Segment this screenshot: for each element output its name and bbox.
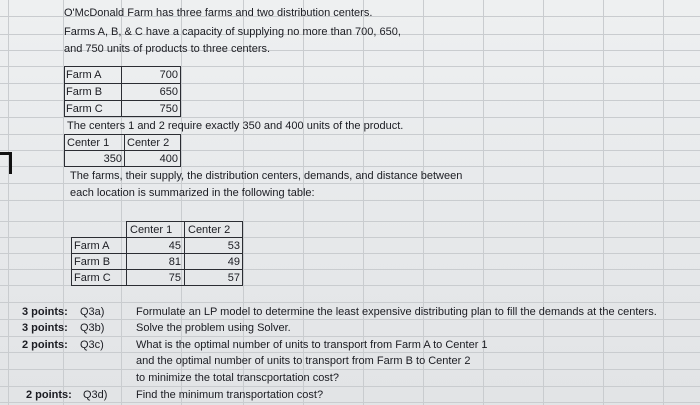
distance-value: 53 bbox=[227, 240, 240, 252]
distance-value: 75 bbox=[168, 272, 181, 284]
capacity-label: Farm B bbox=[66, 86, 103, 98]
row-gridline bbox=[0, 369, 700, 370]
capacity-value: 650 bbox=[159, 86, 178, 98]
question-points: 2 points: bbox=[26, 389, 72, 401]
distance-row-label: Farm C bbox=[74, 272, 111, 284]
question-text: to minimize the total transcportation cost? bbox=[136, 372, 339, 384]
capacity-label: Farm C bbox=[66, 103, 103, 115]
capacity-label: Farm A bbox=[66, 69, 102, 81]
column-gridline bbox=[543, 0, 544, 405]
distance-row-label: Farm A bbox=[74, 240, 110, 252]
capacity-value: 750 bbox=[159, 103, 178, 115]
intro-line-2: Farms A, B, & C have a capacity of supplying no more than 700, 650, bbox=[64, 26, 401, 38]
question-id: Q3b) bbox=[80, 322, 105, 334]
column-gridline bbox=[603, 0, 604, 405]
question-text: Formulate an LP model to determine the least expensive distributing plan to fill the demands at the centers. bbox=[136, 306, 657, 318]
question-text: and the optimal number of units to transport from Farm B to Center 2 bbox=[136, 355, 471, 367]
center-2-header: Center 2 bbox=[127, 137, 170, 149]
distance-value: 81 bbox=[168, 256, 181, 268]
center-1-header: Center 1 bbox=[67, 137, 110, 149]
column-gridline bbox=[663, 0, 664, 405]
column-gridline bbox=[121, 0, 122, 405]
capacity-value: 700 bbox=[159, 69, 178, 81]
distance-value: 45 bbox=[168, 240, 181, 252]
distance-intro-line-2: each location is summarized in the following table: bbox=[70, 187, 315, 199]
question-points: 3 points: bbox=[22, 306, 68, 318]
question-points: 2 points: bbox=[22, 339, 68, 351]
question-text: What is the optimal number of units to transport from Farm A to Center 1 bbox=[136, 339, 488, 351]
distance-header-center-2: Center 2 bbox=[188, 224, 231, 236]
center-1-demand: 350 bbox=[103, 153, 122, 165]
question-points: 3 points: bbox=[22, 322, 68, 334]
question-text: Find the minimum transportation cost? bbox=[136, 389, 324, 401]
row-marker bbox=[9, 152, 12, 174]
distance-intro-line-1: The farms, their supply, the distribution centers, demands, and distance between bbox=[70, 170, 463, 182]
column-gridline bbox=[8, 0, 9, 405]
question-id: Q3a) bbox=[80, 306, 105, 318]
intro-line-1: O'McDonald Farm has three farms and two distribution centers. bbox=[64, 7, 373, 19]
question-id: Q3c) bbox=[80, 339, 104, 351]
distance-value: 49 bbox=[227, 256, 240, 268]
question-text: Solve the problem using Solver. bbox=[136, 322, 291, 334]
question-id: Q3d) bbox=[83, 389, 108, 401]
row-gridline bbox=[0, 221, 700, 222]
distance-value: 57 bbox=[227, 272, 240, 284]
row-gridline bbox=[0, 302, 700, 303]
center-2-demand: 400 bbox=[159, 153, 178, 165]
intro-line-3: and 750 units of products to three centers. bbox=[64, 43, 271, 55]
distance-header-center-1: Center 1 bbox=[130, 224, 173, 236]
centers-requirement-text: The centers 1 and 2 require exactly 350 and 400 units of the product. bbox=[67, 120, 404, 132]
distance-row-label: Farm B bbox=[74, 256, 111, 268]
